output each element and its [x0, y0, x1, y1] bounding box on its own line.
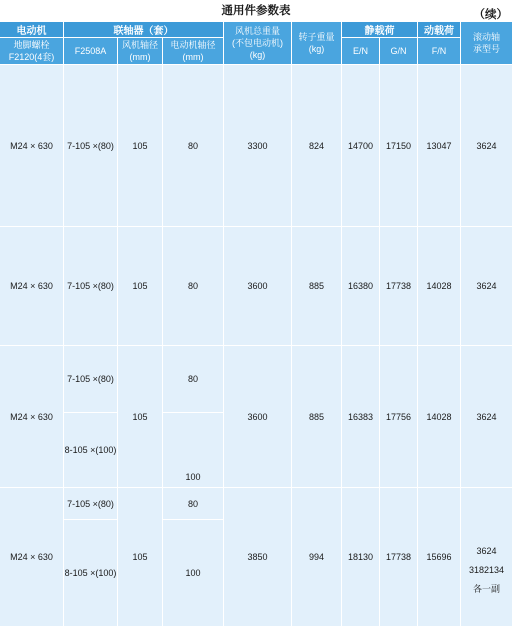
row1-rotor: 824: [292, 65, 341, 226]
header-motor: 电动机: [0, 22, 63, 37]
header-bolt-line1: 地脚螺栓: [13, 40, 50, 50]
row3-fn: 14028: [418, 346, 460, 487]
header-dynamic-load: 动载荷: [418, 22, 460, 37]
header-rotor-line2: (kg): [308, 44, 325, 54]
row3-en: 16383: [342, 346, 379, 487]
row1-fan-shaft: 105: [118, 65, 162, 226]
row2-bolt: M24 × 630: [0, 227, 63, 345]
row3-gn: 17756: [380, 346, 417, 487]
header-fan-shaft-line2: (mm): [129, 52, 151, 62]
header-bearing-line1: 滚动轴: [472, 32, 500, 42]
header-fan-weight: [224, 22, 291, 64]
header-rotor-weight: [292, 22, 341, 64]
row1-motor-shaft: 80: [163, 65, 223, 226]
row1-weight: 3300: [224, 65, 291, 226]
header-fan-weight-line3: (kg): [249, 50, 266, 60]
row4-coupling-b: 8-105 ×(100): [64, 520, 117, 626]
row2-coupling: 7-105 ×(80): [64, 227, 117, 345]
header-bearing-line2: 承型号: [472, 44, 500, 54]
row4-motor-shaft-b: 100: [163, 520, 223, 626]
row1-en: 14700: [342, 65, 379, 226]
header-motor-shaft-line1: 电动机轴径: [170, 40, 216, 50]
row2-gn: 17738: [380, 227, 417, 345]
row2-motor-shaft: 80: [163, 227, 223, 345]
row2-rotor: 885: [292, 227, 341, 345]
header-fan-shaft-line1: 风机轴径: [121, 40, 158, 50]
header-fn: F/N: [418, 38, 460, 64]
row4-bolt: M24 × 630: [0, 488, 63, 626]
row1-coupling: 7-105 ×(80): [64, 65, 117, 226]
header-motor-shaft-line2: (mm): [182, 52, 204, 62]
row4-fn: 15696: [418, 488, 460, 626]
header-fan-weight-line1: 风机总重量: [234, 26, 280, 36]
row3-bearing: 3624: [461, 346, 512, 487]
row3-bolt: M24 × 630: [0, 346, 63, 487]
row4-coupling-a: 7-105 ×(80): [64, 488, 117, 519]
header-coupling: 联轴器（套）: [64, 22, 223, 37]
header-bolt-line2: F2120(4套): [8, 52, 55, 62]
row2-weight: 3600: [224, 227, 291, 345]
row4-weight: 3850: [224, 488, 291, 626]
row2-bearing: 3624: [461, 227, 512, 345]
row1-fn: 13047: [418, 65, 460, 226]
row2-fn: 14028: [418, 227, 460, 345]
row1-gn: 17150: [380, 65, 417, 226]
row4-bearing-line1: 3624: [476, 546, 497, 556]
row4-bearing: [461, 488, 512, 626]
header-motor-shaft: [163, 38, 223, 64]
continued-label: （续）: [473, 9, 508, 21]
header-rotor-line1: 转子重量: [298, 32, 335, 42]
header-en: E/N: [342, 38, 379, 64]
row3-rotor: 885: [292, 346, 341, 487]
header-gn: G/N: [380, 38, 417, 64]
row3-weight: 3600: [224, 346, 291, 487]
row4-rotor: 994: [292, 488, 341, 626]
row3-coupling-b: 8-105 ×(100): [64, 413, 117, 487]
header-static-load: 静载荷: [342, 22, 417, 37]
row2-fan-shaft: 105: [118, 227, 162, 345]
row3-fan-shaft: 105: [118, 346, 162, 487]
row4-bearing-line3: 各一副: [472, 584, 500, 594]
row3-coupling-a: 7-105 ×(80): [64, 346, 117, 412]
row4-gn: 17738: [380, 488, 417, 626]
row4-fan-shaft: 105: [118, 488, 162, 626]
header-f2508a: F2508A: [64, 38, 117, 64]
row3-motor-shaft-a: 80: [163, 346, 223, 412]
header-fan-weight-line2: (不包电动机): [232, 38, 283, 48]
header-bearing-model: [461, 22, 512, 64]
row4-motor-shaft-a: 80: [163, 488, 223, 519]
row1-bearing: 3624: [461, 65, 512, 226]
row4-en: 18130: [342, 488, 379, 626]
row3-motor-shaft-b: 100: [163, 413, 223, 487]
row4-bearing-line2: 3182134: [468, 565, 505, 575]
header-anchor-bolt: [0, 38, 63, 64]
row1-bolt: M24 × 630: [0, 65, 63, 226]
row2-en: 16380: [342, 227, 379, 345]
table-title: 通用件参数表: [221, 5, 291, 17]
header-fan-shaft: [118, 38, 162, 64]
parameter-table: [0, 22, 512, 626]
